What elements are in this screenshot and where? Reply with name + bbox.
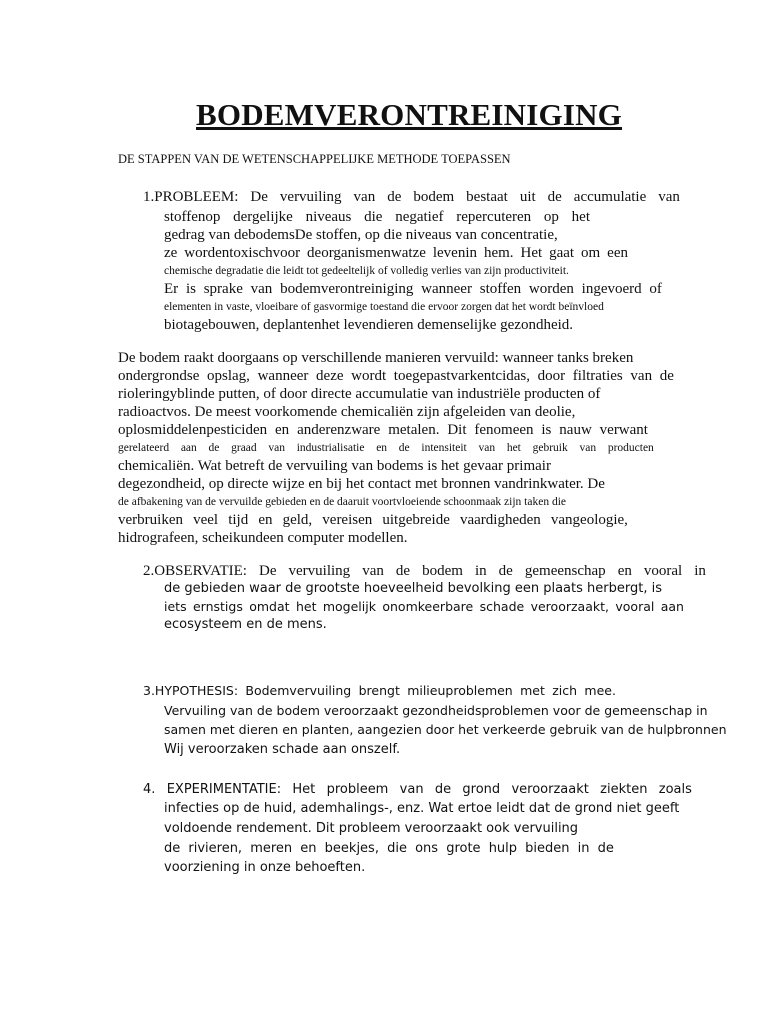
text-line-paragraph: rioleringyblinde putten, of door directe accumulatie van industriële producten of — [118, 386, 601, 402]
text-line-paragraph: chemicaliën. Wat betreft de vervuiling van bodems is het gevaar primair — [118, 458, 551, 474]
text-line-observatie: 2.OBSERVATIE: De vervuiling van de bodem in de gemeenschap en vooral in — [143, 563, 706, 579]
text-line-probleem: biotagebouwen, deplantenhet levendieren demenselijke gezondheid. — [164, 317, 574, 333]
text-line-hypothesis: 3.HYPOTHESIS: Bodemvervuiling brengt milieuproblemen met zich mee. — [143, 683, 616, 698]
text-line-paragraph: De bodem raakt doorgaans op verschillende manieren vervuild: wanneer tanks breken — [118, 350, 634, 366]
text-line-probleem: stoffenop dergelijke niveaus die negatief repercuteren op het — [164, 209, 590, 225]
text-line-observatie: ecosysteem en de mens. — [164, 617, 327, 632]
text-line-observatie: de gebieden waar de grootste hoeveelheid bevolking een plaats herbergt, is — [164, 581, 662, 596]
document-title: BODEMVERONTREINIGING — [196, 97, 622, 132]
text-line-experimentatie: voldoende rendement. Dit probleem veroorzaakt ook vervuiling — [164, 821, 579, 836]
text-line-experimentatie: infecties op de huid, ademhalings-, enz. Wat ertoe leidt dat de grond niet geeft — [164, 801, 680, 816]
text-line-paragraph: ondergrondse opslag, wanneer deze wordt toegepastvarkentcidas, door filtraties van de — [118, 368, 674, 384]
text-line-probleem: ze wordentoxischvoor deorganismenwatze levenin hem. Het gaat om een — [164, 245, 628, 261]
text-line-paragraph: verbruiken veel tijd en geld, vereisen uitgebreide vaardigheden vangeologie, — [118, 512, 628, 528]
text-line-paragraph: degezondheid, op directe wijze en bij het contact met bronnen vandrinkwater. De — [118, 476, 605, 492]
text-line-experimentatie: voorziening in onze behoeften. — [164, 860, 366, 875]
text-line-experimentatie: de rivieren, meren en beekjes, die ons grote hulp bieden in de — [164, 841, 614, 856]
text-line-experimentatie: 4. EXPERIMENTATIE: Het probleem van de grond veroorzaakt ziekten zoals — [143, 782, 692, 797]
text-line-hypothesis: Vervuiling van de bodem veroorzaakt gezondheidsproblemen voor de gemeenschap in — [164, 703, 708, 718]
text-line-probleem: Er is sprake van bodemverontreiniging wanneer stoffen worden ingevoerd of — [164, 281, 662, 297]
document-subtitle: DE STAPPEN VAN DE WETENSCHAPPELIJKE METHODE TOEPASSEN — [118, 152, 511, 166]
text-line-paragraph: radioactvos. De meest voorkomende chemicaliën zijn afgeleiden van deolie, — [118, 404, 576, 420]
text-line-hypothesis: Wij veroorzaken schade aan onszelf. — [164, 742, 401, 757]
text-line-probleem: gedrag van debodemsDe stoffen, op die niveaus van concentratie, — [164, 227, 558, 243]
text-line-paragraph: oplosmiddelenpesticiden en anderenzware metalen. Dit fenomeen is nauw verwant — [118, 422, 648, 438]
text-line-paragraph: de afbakening van de vervuilde gebieden en de daaruit voortvloeiende schoonmaak zijn taken die — [118, 496, 567, 508]
text-line-probleem: chemische degradatie die leidt tot gedeeltelijk of volledig verlies van zijn productiviteit. — [164, 265, 569, 277]
text-line-paragraph: hidrografeen, scheikundeen computer modellen. — [118, 530, 408, 546]
text-line-hypothesis: samen met dieren en planten, aangezien door het verkeerde gebruik van de hulpbronnen — [164, 722, 727, 737]
text-line-observatie: iets ernstigs omdat het mogelijk onomkeerbare schade veroorzaakt, vooral aan — [164, 599, 684, 614]
text-line-paragraph: gerelateerd aan de graad van industrialisatie en de intensiteit van het gebruik van producten — [118, 442, 654, 454]
text-line-probleem: 1.PROBLEEM: De vervuiling van de bodem bestaat uit de accumulatie van — [143, 189, 680, 205]
text-line-probleem: elementen in vaste, vloeibare of gasvormige toestand die ervoor zorgen dat het wordt beïnvloed — [164, 301, 604, 313]
